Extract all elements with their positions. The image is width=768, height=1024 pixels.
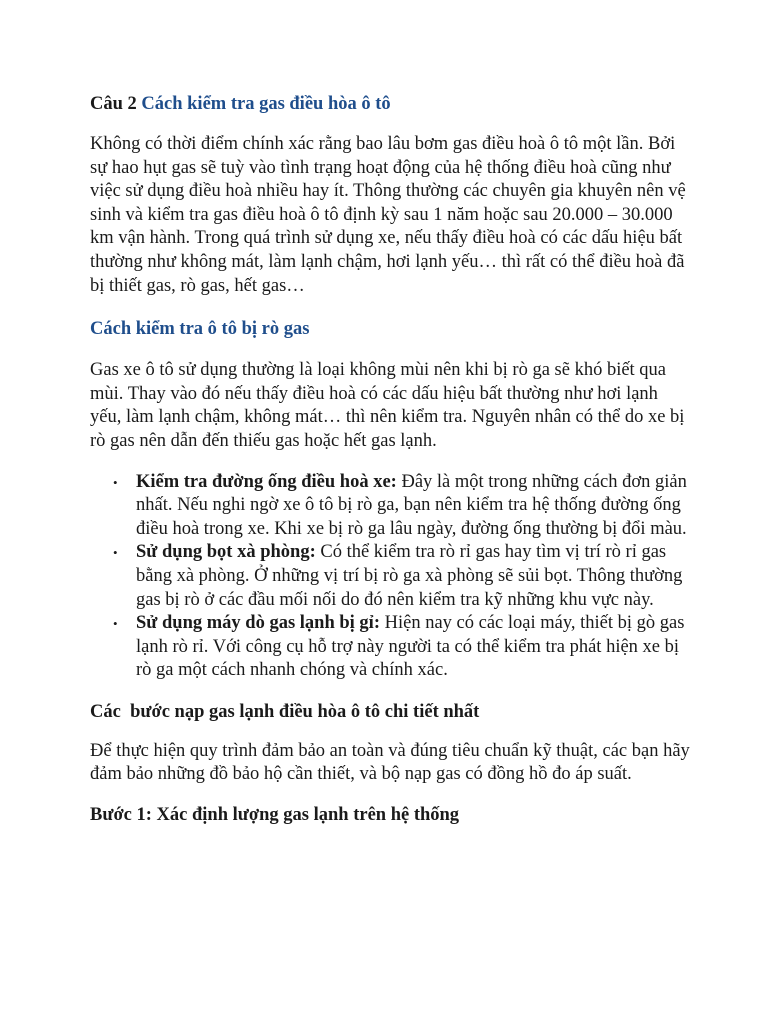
list-item-lead: Sử dụng máy dò gas lạnh bị gỉ:	[136, 613, 380, 634]
intro-paragraph: Không có thời điểm chính xác rằng bao lâu bơm gas điều hoà ô tô một lần. Bởi sự hao hụt gas sẽ tuỳ vào tình trạng hoạt động của hệ thống điều hoà cũng như việc sử dụng điều hoà nhiều hay ít. Thông thường các chuyên gia khuyên nên vệ sinh và kiểm tra gas điều hoà ô tô định kỳ sau 1 năm hoặc sau 20.000 – 30.000 km vận hành. Trong quá trình sử dụng xe, nếu thấy điều hoà có các dấu hiệu bất thường như không mát, làm lạnh chậm, hơi lạnh yếu… thì rất có thể điều hoà đã bị thiết gas, rò gas, hết gas…	[90, 134, 686, 296]
list-item	[136, 541, 690, 612]
list-item-lead: Sử dụng bọt xà phòng:	[136, 542, 316, 563]
list-item-text: Có thể kiểm tra rò rỉ gas hay tìm vị trí rò rỉ gas bằng xà phòng. Ở những vị trí bị rò ga xà phòng sẽ sủi bọt. Thông thường gas bị rò ở các đầu mối nối do đó nên kiểm tra kỹ những khu vực này.	[136, 542, 683, 610]
refill-intro-paragraph: Để thực hiện quy trình đảm bảo an toàn và đúng tiêu chuẩn kỹ thuật, các bạn hãy đảm bảo những đồ bảo hộ cần thiết, và bộ nạp gas có đồng hồ đo áp suất.	[90, 740, 690, 785]
document-page	[90, 92, 690, 827]
list-item	[136, 612, 690, 683]
leak-paragraph: Gas xe ô tô sử dụng thường là loại không mùi nên khi bị rò ga sẽ khó biết qua mùi. Thay vào đó nếu thấy điều hoà có các dấu hiệu bất thường như hơi lạnh yếu, làm lạnh chậm, không mát… thì nên kiểm tra. Nguyên nhân có thể do xe bị rò gas nên dẫn đến thiếu gas hoặc hết gas lạnh.	[90, 360, 685, 451]
list-item	[136, 471, 690, 542]
leak-methods-list	[90, 471, 690, 683]
question-2-heading	[90, 92, 690, 116]
list-item-lead: Kiểm tra đường ống điều hoà xe:	[136, 471, 397, 492]
leak-check-heading: Cách kiểm tra ô tô bị rò gas	[90, 319, 310, 340]
list-item-text: Đây là một trong những cách đơn giản nhất. Nếu nghi ngờ xe ô tô bị rò ga, bạn nên kiểm tra hệ thống đường ống điều hoà trong xe. Khi xe bị rò ga lâu ngày, đường ống thường bị đổi màu.	[136, 471, 687, 539]
step-1-heading: Bước 1: Xác định lượng gas lạnh trên hệ thống	[90, 805, 460, 826]
list-item-text: Hiện nay có các loại máy, thiết bị gò gas lạnh rò rỉ. Với công cụ hỗ trợ này người ta có thể kiểm tra phát hiện xe bị rò ga một cách nhanh chóng và chính xác.	[136, 613, 685, 681]
question-title: Cách kiểm tra gas điều hòa ô tô	[141, 94, 391, 114]
question-number: Câu 2	[90, 94, 142, 114]
refill-steps-heading: Các bước nạp gas lạnh điều hòa ô tô chi tiết nhất	[90, 701, 480, 722]
